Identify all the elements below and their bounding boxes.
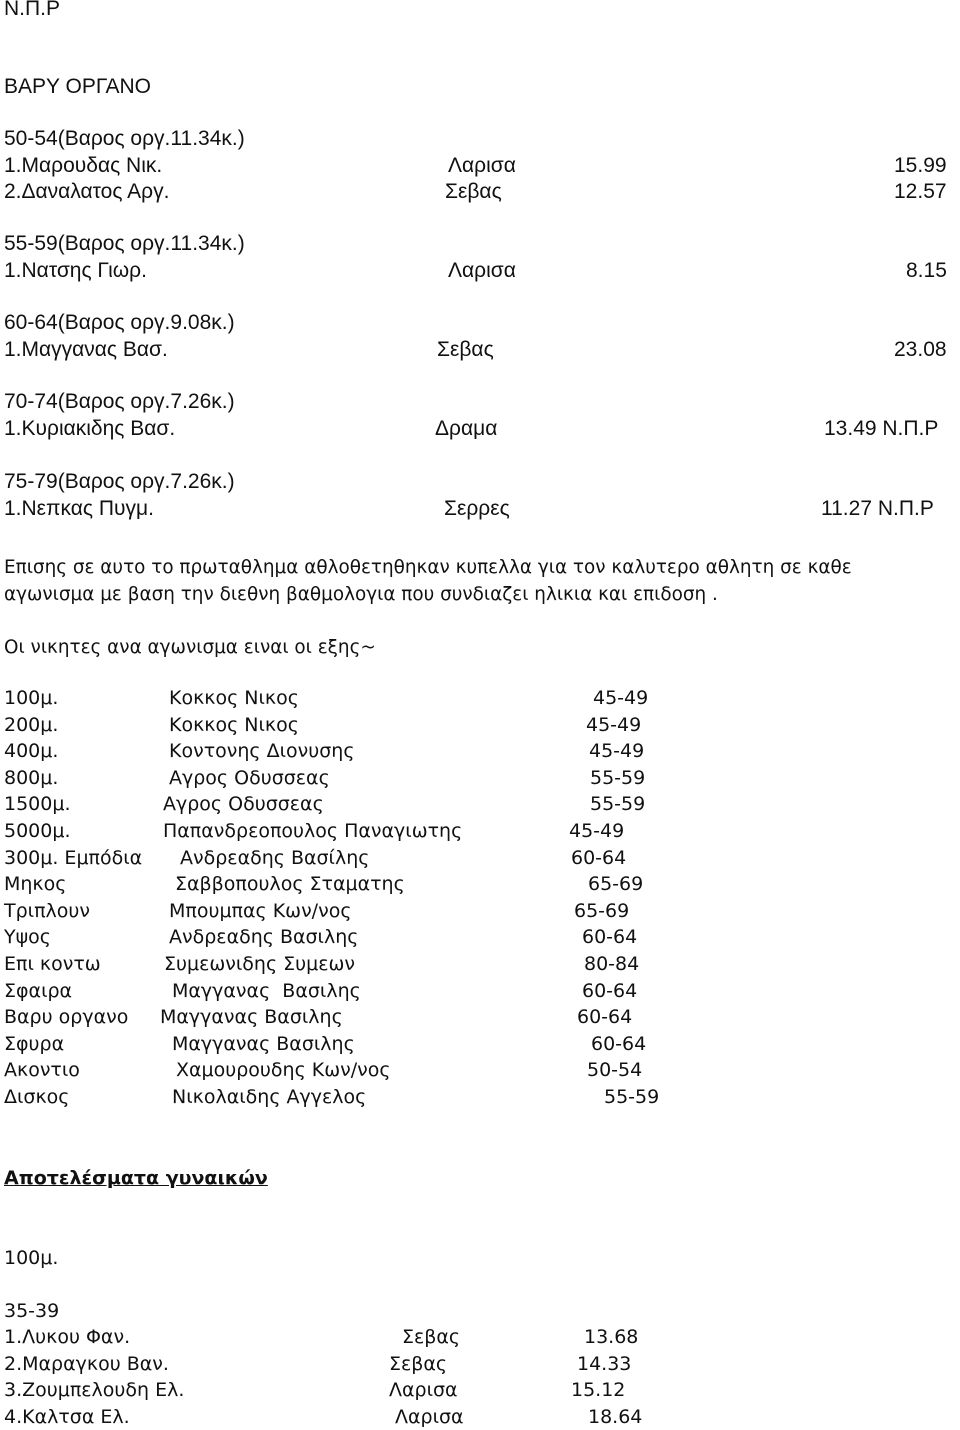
result-row (4, 179, 954, 205)
winner-name: Αγρος Οδυσσεας (169, 766, 330, 789)
athlete-name: 1.Νατσης Γιωρ. (4, 259, 147, 282)
result-row (4, 337, 954, 363)
athlete-city: Σεβας (437, 338, 494, 361)
athlete-mark: 23.08 (894, 338, 947, 361)
winner-name: Μαγγανας Βασιλης (172, 1032, 355, 1055)
winner-name: Κοκκος Νικος (169, 713, 299, 736)
athlete-city: Λαρισα (395, 1405, 464, 1428)
athlete-mark: 13.49 Ν.Π.Ρ (824, 417, 939, 440)
athlete-name: 4.Καλτσα Ελ. (4, 1405, 130, 1428)
winner-age-group: 60-64 (577, 1006, 633, 1029)
category-heading: 70-74(Βαρος οργ.7.26κ.) (4, 390, 235, 413)
winner-event: Υψος (4, 926, 51, 949)
winner-name: Αγρος Οδυσσεας (163, 793, 324, 816)
winner-event: 5000μ. (4, 820, 71, 842)
winner-row (4, 712, 954, 738)
result-row (4, 153, 954, 179)
winner-event: 300μ. Εμπόδια (4, 846, 143, 869)
category-heading: 75-79(Βαρος οργ.7.26κ.) (4, 470, 235, 493)
winner-event: Τριπλουν (4, 899, 91, 922)
athlete-city: Λαρισα (448, 154, 516, 177)
winner-age-group: 65-69 (574, 899, 630, 922)
winner-row (4, 978, 954, 1004)
athlete-mark: 15.12 (571, 1379, 626, 1402)
winner-age-group: 55-59 (590, 766, 646, 789)
winner-row (4, 791, 954, 817)
women-result-row (4, 1404, 954, 1430)
winner-row (4, 1031, 954, 1057)
winner-name: Κοντονης Διονυσης (169, 740, 355, 763)
winner-row (4, 898, 954, 924)
winner-row (4, 845, 954, 871)
winner-age-group: 50-54 (587, 1059, 643, 1082)
athlete-mark: 13.68 (584, 1326, 639, 1348)
winner-row (4, 685, 954, 711)
winner-name: Ανδρεαδης Βασιλης (169, 926, 359, 949)
winner-row (4, 951, 954, 977)
winner-age-group: 65-69 (588, 873, 644, 896)
result-row (4, 416, 954, 442)
category-heading: 60-64(Βαρος οργ.9.08κ.) (4, 311, 235, 334)
women-result-row (4, 1351, 954, 1377)
athlete-name: 2.Δαναλατος Αργ. (4, 180, 170, 203)
winner-event: 1500μ. (4, 793, 71, 816)
winner-event: Ακοντιο (4, 1059, 80, 1082)
winner-event: Επι κοντω (4, 953, 101, 975)
winner-name: Μαγγανας Βασιλης (172, 979, 361, 1002)
event-title: ΒΑΡΥ ΟΡΓΑΝΟ (4, 75, 151, 98)
result-row (4, 258, 954, 284)
athlete-name: 1.Νεπκας Πυγμ. (4, 497, 154, 520)
winner-event: Δισκος (4, 1086, 70, 1108)
winner-row (4, 1084, 954, 1110)
winner-age-group: 45-49 (593, 687, 649, 709)
winner-event: Σφαιρα (4, 979, 73, 1002)
athlete-name: 1.Μαγγανας Βασ. (4, 338, 168, 361)
winner-age-group: 45-49 (589, 740, 645, 763)
winner-event: 800μ. (4, 766, 59, 789)
athlete-mark: 11.27 Ν.Π.Ρ (821, 497, 934, 520)
cups-paragraph: Επισης σε αυτο το πρωταθλημα αθλοθετηθηκαν κυπελλα για τον καλυτερο αθλητη σε καθε αγωνισμα με βαση την διεθνη βαθμολογια που συνδιαζει ηλικια και επιδοση . (4, 557, 852, 605)
winner-row (4, 1057, 954, 1083)
athlete-mark: 18.64 (588, 1405, 643, 1428)
winner-event: Σφυρα (4, 1032, 65, 1055)
category-heading: 50-54(Βαρος οργ.11.34κ.) (4, 127, 245, 150)
winner-event: Βαρυ οργανο (4, 1006, 129, 1029)
winner-name: Κοκκος Νικος (169, 687, 299, 709)
winner-event: 200μ. (4, 713, 59, 736)
winner-age-group: 60-64 (591, 1032, 647, 1055)
athlete-city: Λαρισα (389, 1379, 458, 1402)
winner-name: Μπουμπας Κων/νος (169, 899, 352, 922)
winners-intro: Οι νικητες ανα αγωνισμα ειναι οι εξης~ (4, 637, 376, 658)
winner-row (4, 924, 954, 950)
athlete-mark: 14.33 (577, 1352, 632, 1375)
winner-age-group: 60-64 (582, 979, 638, 1002)
winner-row (4, 818, 954, 844)
winner-age-group: 45-49 (586, 713, 642, 736)
athlete-name: 1.Λυκου Φαν. (4, 1326, 131, 1348)
category-heading: 55-59(Βαρος οργ.11.34κ.) (4, 232, 245, 255)
athlete-mark: 8.15 (906, 259, 947, 282)
org-label: Ν.Π.Ρ (4, 0, 61, 20)
athlete-mark: 12.57 (894, 180, 947, 203)
winner-age-group: 55-59 (590, 793, 646, 816)
winner-name: Σαββοπουλος Σταματης (175, 873, 405, 896)
winner-name: Μαγγανας Βασιλης (160, 1006, 343, 1029)
women-result-row (4, 1324, 954, 1350)
athlete-city: Σερρες (444, 497, 510, 520)
athlete-city: Δραμα (435, 417, 498, 440)
winner-event: 400μ. (4, 740, 59, 763)
winner-name: Παπανδρεοπουλος Παναγιωτης (163, 820, 463, 842)
athlete-city: Σεβας (445, 180, 502, 203)
women-result-row (4, 1377, 954, 1403)
winner-event: 100μ. (4, 687, 59, 709)
athlete-name: 2.Μαραγκου Βαν. (4, 1352, 169, 1375)
winner-name: Νικολαιδης Αγγελος (172, 1086, 367, 1108)
result-row (4, 496, 954, 522)
winner-age-group: 55-59 (604, 1086, 660, 1108)
winner-age-group: 60-64 (571, 846, 627, 869)
women-event: 100μ. (4, 1247, 59, 1269)
winner-age-group: 45-49 (569, 820, 625, 842)
athlete-city: Λαρισα (448, 259, 516, 282)
winner-row (4, 765, 954, 791)
athlete-city: Σεβας (389, 1352, 448, 1375)
winner-row (4, 1004, 954, 1030)
athlete-name: 3.Ζουμπελουδη Ελ. (4, 1379, 185, 1402)
winner-row (4, 738, 954, 764)
winner-name: Ανδρεαδης Βασίλης (180, 846, 370, 869)
athlete-city: Σεβας (402, 1326, 461, 1348)
winner-name: Χαμουρουδης Κων/νος (176, 1059, 391, 1082)
athlete-mark: 15.99 (894, 154, 947, 177)
athlete-name: 1.Κυριακιδης Βασ. (4, 417, 176, 440)
athlete-name: 1.Μαρουδας Νικ. (4, 154, 163, 177)
winner-age-group: 60-64 (582, 926, 638, 949)
women-category: 35-39 (4, 1300, 60, 1322)
winner-event: Μηκος (4, 873, 67, 896)
women-heading: Αποτελέσματα γυναικών (4, 1167, 268, 1189)
winner-age-group: 80-84 (584, 953, 640, 975)
winner-row (4, 871, 954, 897)
winner-name: Συμεωνιδης Συμεων (164, 953, 356, 975)
